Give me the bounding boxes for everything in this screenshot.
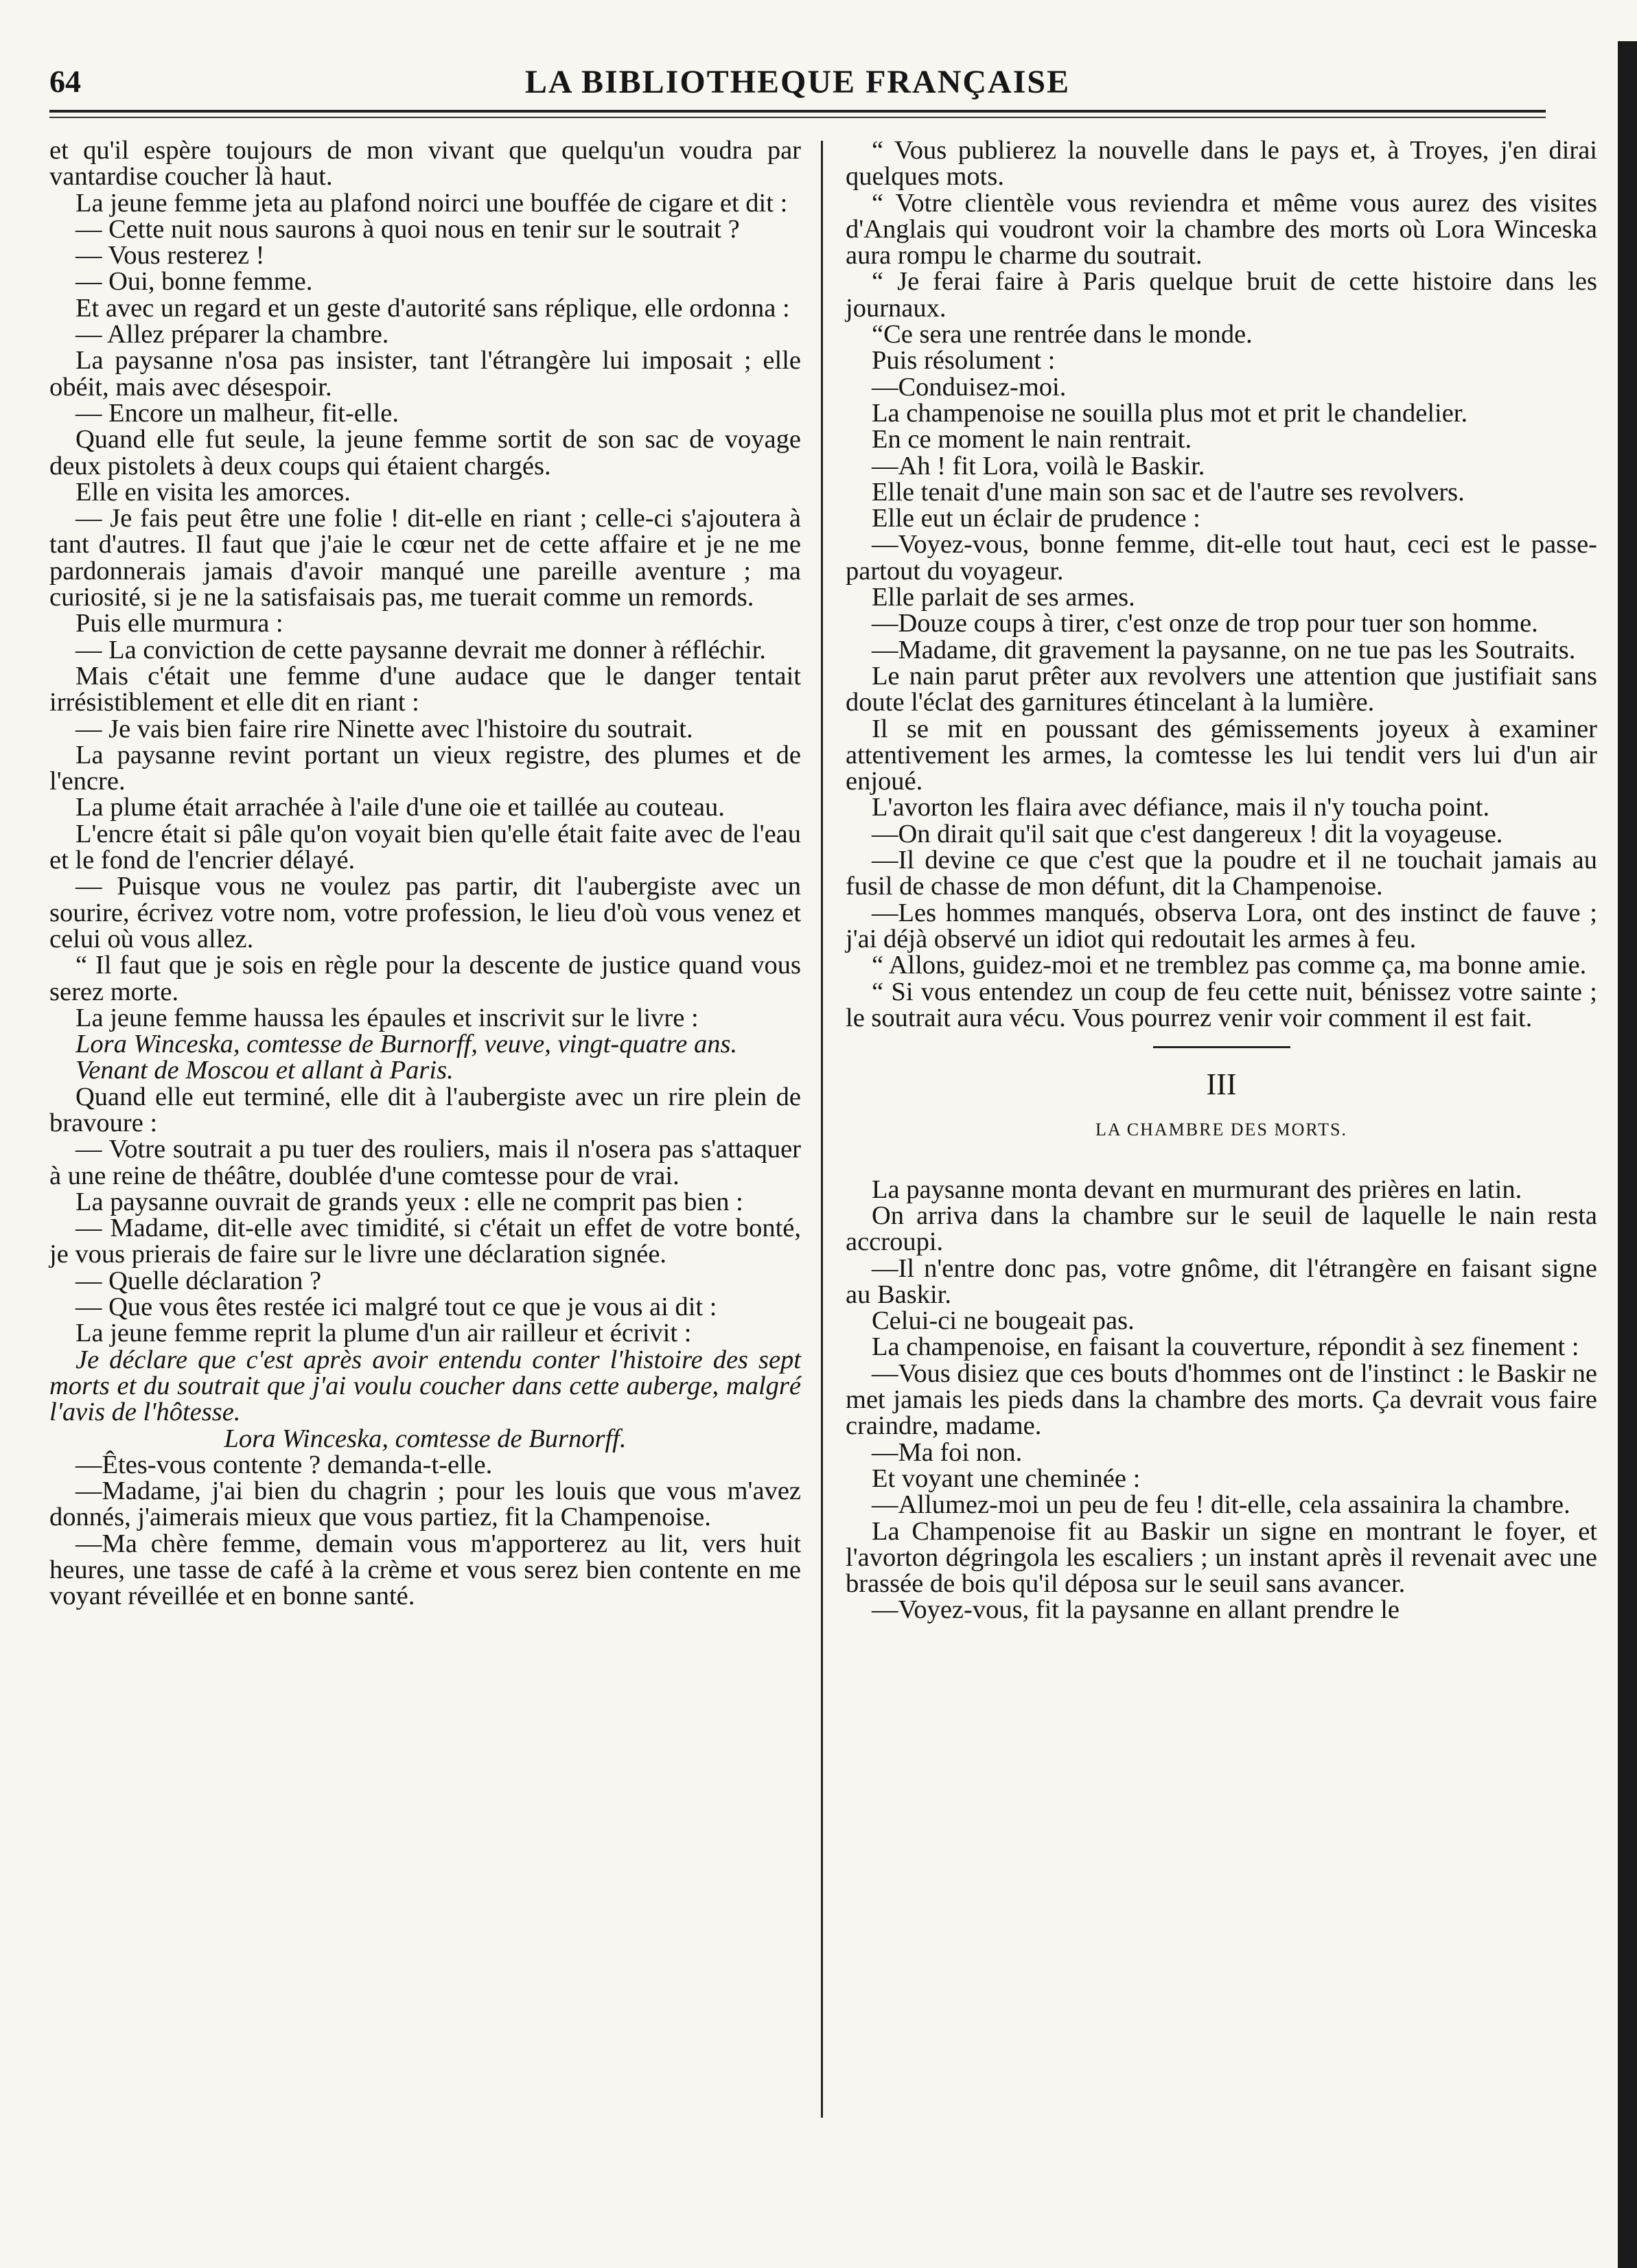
column-divider [821, 141, 823, 2118]
paragraph: —Conduisez-moi. [872, 372, 1067, 402]
paragraph: “ Si vous entendez un coup de feu cette nuit, bénissez votre sainte ; le soutrait aura vécu. Vous pourrez venir voir comment il est fait. [846, 977, 1597, 1032]
section-title: LA CHAMBRE DES MORTS. [1095, 1120, 1347, 1140]
right-column [846, 137, 1597, 1623]
paragraph: —Allumez-moi un peu de feu ! dit-elle, cela assainira la chambre. [872, 1490, 1570, 1520]
paragraph: —Voyez-vous, bonne femme, dit-elle tout haut, ceci est le passe-partout du voyageur. [846, 530, 1597, 586]
paragraph: La paysanne ouvrait de grands yeux : elle ne comprit pas bien : [76, 1187, 743, 1216]
page-number: 64 [49, 64, 81, 99]
paragraph: La champenoise, en faisant la couverture, répondit à sez finement : [872, 1332, 1579, 1362]
paragraph: La jeune femme jeta au plafond noirci une bouffée de cigare et dit : [76, 188, 788, 218]
paragraph: —Il devine ce que c'est que la poudre et il ne touchait jamais au fusil de chasse de mon défunt, dit la Champenoise. [846, 846, 1597, 901]
declaration-signature: Lora Winceska, comtesse de Burnorff. [224, 1424, 627, 1453]
paragraph: —Voyez-vous, fit la paysanne en allant prendre le [872, 1595, 1400, 1625]
paragraph: —Madame, j'ai bien du chagrin ; pour les louis que vous m'avez donnés, j'aimerais mieux que vous partiez, fit la Champenoise. [49, 1477, 801, 1532]
paragraph: Il se mit en poussant des gémissements joyeux à examiner attentivement les armes, la comtesse les lui tendit vers lui d'un air enjoué. [846, 714, 1597, 796]
paragraph: —Ma foi non. [872, 1437, 1023, 1467]
paragraph: La paysanne revint portant un vieux registre, des plumes et de l'encre. [49, 740, 801, 796]
paragraph: Mais c'était une femme d'une audace que le danger tentait irrésistiblement et elle dit en riant : [49, 661, 801, 717]
page-edge-shadow [1618, 41, 1637, 2268]
paragraph: “ Je ferai faire à Paris quelque bruit de cette histoire dans les journaux. [846, 267, 1597, 323]
paragraph: —Il n'entre donc pas, votre gnôme, dit l'étrangère en faisant signe au Baskir. [846, 1253, 1597, 1309]
paragraph: Celui-ci ne bougeait pas. [872, 1306, 1135, 1336]
paragraph: — Allez préparer la chambre. [76, 320, 389, 349]
paragraph: En ce moment le nain rentrait. [872, 425, 1192, 454]
paragraph: Elle parlait de ses armes. [872, 583, 1135, 612]
paragraph: La champenoise ne souilla plus mot et prit le chandelier. [872, 398, 1468, 428]
paragraph: — Puisque vous ne voulez pas partir, dit l'aubergiste avec un sourire, écrivez votre nom, votre profession, le lieu d'où vous venez et celui où vous allez. [49, 872, 801, 953]
paragraph: Le nain parut prêter aux revolvers une attention que justifiait sans doute l'éclat des garnitures étincelant à la lumière. [846, 661, 1597, 717]
paragraph: — Que vous êtes restée ici malgré tout ce que je vous ai dit : [76, 1293, 717, 1322]
paragraph: —Ah ! fit Lora, voilà le Baskir. [872, 451, 1205, 481]
paragraph: — Je vais bien faire rire Ninette avec l'histoire du soutrait. [76, 714, 693, 743]
paragraph: Puis elle murmura : [76, 609, 283, 638]
publication-title: LA BIBLIOTHEQUE FRANÇAISE [524, 64, 1071, 100]
paragraph: — Encore un malheur, fit-elle. [76, 398, 399, 428]
paragraph: La paysanne monta devant en murmurant des prières en latin. [872, 1174, 1522, 1204]
paragraph: Elle tenait d'une main son sac et de l'autre ses revolvers. [872, 477, 1465, 507]
register-entry: Lora Winceska, comtesse de Burnorff, veuve, vingt-quatre ans. [76, 1030, 738, 1059]
paragraph: Quand elle fut seule, la jeune femme sortit de son sac de voyage deux pistolets à deux coups qui étaient chargés. [49, 425, 801, 481]
register-entry: Venant de Moscou et allant à Paris. [76, 1056, 454, 1085]
paragraph: “Ce sera une rentrée dans le monde. [872, 320, 1253, 349]
paragraph: L'encre était si pâle qu'on voyait bien qu'elle était faite avec de l'eau et le fond de l'encrier délayé. [49, 819, 801, 875]
section-number: III [1206, 1067, 1237, 1102]
paragraph: Et avec un regard et un geste d'autorité sans réplique, elle ordonna : [76, 293, 790, 323]
paragraph: Elle eut un éclair de prudence : [872, 504, 1200, 533]
left-column [49, 137, 801, 1610]
paragraph: La paysanne n'osa pas insister, tant l'étrangère lui imposait ; elle obéit, mais avec désespoir. [49, 346, 801, 402]
paragraph: —Êtes-vous contente ? demanda-t-elle. [76, 1450, 493, 1479]
paragraph: “ Il faut que je sois en règle pour la descente de justice quand vous serez morte. [49, 951, 801, 1006]
paragraph: —On dirait qu'il sait que c'est dangereux ! dit la voyageuse. [872, 819, 1503, 848]
paragraph: —Les hommes manqués, observa Lora, ont des instinct de fauve ; j'ai déjà observé un idiot qui redoutait les armes à feu. [846, 898, 1597, 953]
paragraph: — Cette nuit nous saurons à quoi nous en tenir sur le soutrait ? [76, 214, 740, 244]
paragraph: La jeune femme haussa les épaules et inscrivit sur le livre : [76, 1003, 699, 1032]
paragraph: Quand elle eut terminé, elle dit à l'aubergiste avec un rire plein de bravoure : [49, 1082, 801, 1137]
paragraph: Elle en visita les amorces. [76, 477, 351, 507]
paragraph: “ Vous publierez la nouvelle dans le pays et, à Troyes, j'en dirai quelques mots. [846, 136, 1597, 192]
paragraph: — La conviction de cette paysanne devrait me donner à réfléchir. [76, 635, 766, 664]
paragraph: —Douze coups à tirer, c'est onze de trop pour tuer son homme. [872, 609, 1538, 638]
paragraph: —Madame, dit gravement la paysanne, on ne tue pas les Soutraits. [872, 635, 1576, 664]
paragraph: —Vous disiez que ces bouts d'hommes ont de l'instinct : le Baskir ne met jamais les pieds dans la chambre des morts. Ça devrait vous faire craindre, madame. [846, 1358, 1597, 1441]
written-declaration: Je déclare que c'est après avoir entendu conter l'histoire des sept morts et du soutrait que j'ai voulu coucher dans cette auberge, malgré l'avis de l'hôtesse. [49, 1345, 801, 1427]
paragraph: La plume était arrachée à l'aile d'une oie et taillée au couteau. [76, 793, 725, 822]
paragraph: Et voyant une cheminée : [872, 1463, 1141, 1493]
paragraph: — Madame, dit-elle avec timidité, si c'était un effet de votre bonté, je vous prierais de faire sur le livre une déclaration signée. [49, 1214, 801, 1269]
paragraph: et qu'il espère toujours de mon vivant que quelqu'un voudra par vantardise coucher là haut. [49, 136, 801, 192]
paragraph: — Oui, bonne femme. [76, 267, 313, 297]
paragraph: Puis résolument : [872, 346, 1056, 375]
page-header [49, 63, 1546, 111]
header-rule-bottom [49, 117, 1546, 118]
header-rule-top [49, 110, 1546, 113]
paragraph: — Quelle déclaration ? [76, 1266, 322, 1295]
paragraph: — Je fais peut être une folie ! dit-elle en riant ; celle-ci s'ajoutera à tant d'autres. Il faut que j'aie le cœur net de cette affaire et je ne me pardonnerais jamais d'avoir manqué une pareille aventure ; ma curiosité, si je ne la satisfaisais pas, me tuerait comme un remords. [49, 504, 801, 612]
paragraph: “ Votre clientèle vous reviendra et même vous aurez des visites d'Anglais qui voudront voir la chambre des morts où Lora Winceska aura rompu le charme du soutrait. [846, 188, 1597, 270]
paragraph: On arriva dans la chambre sur le seuil de laquelle le nain resta accroupi. [846, 1201, 1597, 1257]
paragraph: “ Allons, guidez-moi et ne tremblez pas comme ça, ma bonne amie. [872, 951, 1587, 980]
section-divider [1153, 1046, 1290, 1048]
paragraph: — Votre soutrait a pu tuer des rouliers, mais il n'osera pas s'attaquer à une reine de théâtre, doublée d'une comtesse pour de vrai. [49, 1135, 801, 1190]
paragraph: La jeune femme reprit la plume d'un air railleur et écrivit : [76, 1319, 692, 1348]
paragraph: — Vous resterez ! [76, 241, 265, 270]
paragraph: —Ma chère femme, demain vous m'apporterez au lit, vers huit heures, une tasse de café à la crème et vous serez bien contente en me voyant réveillée et en bonne santé. [49, 1529, 801, 1611]
paragraph: L'avorton les flaira avec défiance, mais il n'y toucha point. [872, 793, 1490, 822]
paragraph: La Champenoise fit au Baskir un signe en montrant le foyer, et l'avorton dégringola les escaliers ; un instant après il revenait avec une brassée de bois qu'il déposa sur le seuil sans avancer. [846, 1516, 1597, 1599]
